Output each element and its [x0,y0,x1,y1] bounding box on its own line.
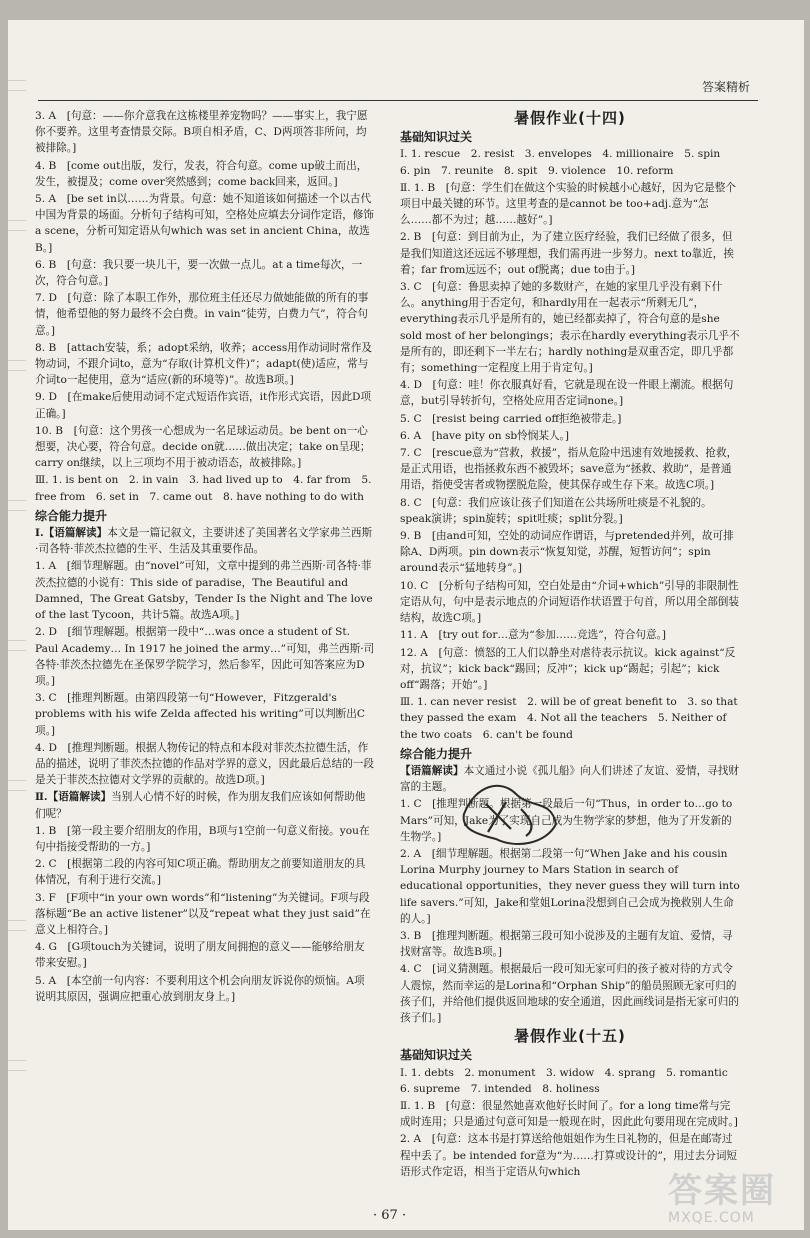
left-column [35,108,375,1006]
answer-item [400,528,740,577]
answer-text: 2. A [细节理解题。根据第二段第一句“When Jake and his cousin Lorina Murphy journey to Mars Station in search of educational opportunities，they never guess they will turn into life savers.”可知，Jake和堂姐Lorina没想到自己会成为挽救别人生命的人。] [400,847,740,925]
watermark-logo: 答案圈 [668,1171,776,1211]
section-heading: 基础知识过关 [400,130,473,145]
answer-text: Ⅰ. 1. rescue 2. resist 3. envelopes 4. millionaire 5. spin 6. pin 7. reunite 8. spit 9. violence 10. reform [400,148,731,177]
answer-text: Ⅱ. 1. B [句意：很显然她喜欢他好长时间了。for a long time常与完成时连用；只是通过句意可知是一般现在时，因此此句要用现在完成时。] [400,1099,738,1129]
answer-text: 6. B [句意：我只要一块儿干，要一次做一点儿。at a time每次，一次，符合句意。] [35,258,363,288]
answer-text: 1. B [第一段主要介绍朋友的作用，B项与1空前一句意义衔接。you在句中指接受帮助的一方。] [35,824,370,853]
answer-item [400,445,740,494]
assignment-title: 暑假作业(十四) [514,109,626,127]
answer-text: Ⅱ. 1. B [句意：学生们在做这个实验的时候越小心越好，因为它是整个项目中最关键的环节。这里考查的是cannot be too+adj.意为“怎么……都不为过；越……越好”。] [400,181,736,227]
answer-item [35,856,375,888]
answer-item [35,740,375,789]
answer-text: 2. C [根据第二段的内容可知C项正确。帮助朋友之前要知道朋友的具体情况，有利于进行交流。] [35,858,366,887]
binding-hole [8,1060,26,1071]
answer-text: 5. A [本空前一句内容：不要利用这个机会向朋友诉说你的烦恼。A项说明其原因，强调应把重心放到朋友身上。] [35,974,365,1003]
answer-text: 10. C [分析句子结构可知，空白处是由“介词+which”引导的非限制性定语从句，句中是表示地点的介词短语作状语置于句首，所以用全部倒装结构，故选C项。] [400,579,739,625]
answer-text: 3. C [句意：鲁思卖掉了她的多数财产，在她的家里几乎没有剩下什么。anything用于否定句，和hardly用在一起表示“所剩无几”，everything表示几乎是所有的，她已经都卖掉了，符合句意的是she sold most of her belongings；表示在hardly everything表示几乎不是所有的，即还剩下一半左右；hardly nothing是双重否定，即几乎都有；something一定程度上用于肯定句。] [400,281,740,375]
binding-hole [8,500,26,511]
answer-item [35,525,375,557]
answer-text: 4. B [come out出版，发行，发表，符合句意。come up破土而出，发生，被提及；come over突然感到；come back回来，返回。] [35,159,368,188]
binding-hole [8,920,26,931]
answer-item [400,495,740,527]
answer-text: 9. D [在make后使用动词不定式短语作宾语，it作形式宾语，因此D项正确。] [35,391,372,420]
section-heading: 综合能力提升 [35,508,108,523]
answer-item [400,796,740,845]
answer-item [35,624,375,689]
answer-text: Ⅰ. 1. debts 2. monument 3. widow 4. sprang 5. romantic 6. supreme 7. intended 8. holiness [400,1066,739,1095]
answer-text: 5. A [be set in以……为背景。句意：她不知道该如何描述一个以古代中国为背景的场面。分析句子结构可知，空格处应填去分词作定语，修饰a scene，分析可知定语从句which was set in ancient China，故选B。] [35,193,374,254]
answer-item [400,961,740,1026]
answer-item [400,229,740,278]
answer-text: 3. B [推理判断题。根据第三段可知小说涉及的主题有友谊、爱情，寻找财富等。故选B项。] [400,929,733,959]
answer-text: 9. B [由and可知，空处的动词应作谓语，与pretended并列，故可排除A、D两项。pin down表示“恢复知觉，苏醒，短暂访问”；spin around表示“猛地转身”。] [400,530,734,575]
answer-item [35,890,375,939]
answer-item [35,939,375,971]
answer-item [35,423,375,472]
binding-hole [8,360,26,371]
answer-text: 3. A [句意：——你介意我在这栋楼里养宠物吗？——事实上，我宁愿你不要养。这里考查情景交际。B项自相矛盾，C、D两项答非所问，均被排除。] [35,110,368,155]
answer-text: 8. B [attach安装，系；adopt采纳，收养；access用作动词时常作及物动词，不跟介词to，意为“存取(计算机文件)”；adapt(使)适应，常与介词to一起使用，意为“适应(新的环境等)”。故选B项。] [35,341,373,387]
answer-item [35,558,375,623]
answer-item [35,340,375,389]
answer-item [400,627,740,643]
answer-item [400,180,740,229]
answer-item [400,928,740,960]
answer-item [35,973,375,1005]
answer-item [400,411,740,427]
answer-text: 4. G [G项touch为关键词，说明了朋友间拥抱的意义——能够给朋友带来安慰。] [35,941,365,970]
answer-text: 12. A [句意：愤怒的工人们以静坐对虐待表示抗议。kick against“反对，抗议”；kick back“踢回；反冲”；kick up“踢起；引起”；kick off“踢落；开始”。] [400,646,736,691]
answer-item [400,645,740,694]
answer-item [400,1098,740,1130]
answer-item [400,846,740,927]
answer-text: 11. A [try out for…意为“参加……竞选”，符合句意。] [400,629,667,642]
answer-item [400,763,740,795]
section-heading: 综合能力提升 [400,746,473,761]
answer-text: 2. D [细节理解题。根据第一段中“…was once a student of St. Paul Academy… In 1917 he joined the army…”可知，弗兰西斯·司各特·菲茨杰拉德先在圣保罗学院学习，然后参军，因此可知答案应为D项。] [35,626,375,687]
answer-text: Ⅲ. 1. can never resist 2. will be of great benefit to 3. so that they passed the exam 4. Not all the teachers 5. Neither of the two coats 6. can't be found [400,696,738,741]
answer-text: Ⅲ. 1. is bent on 2. in vain 3. had lived up to 4. far from 5. free from 6. set in 7. came out 8. have nothing to do with [35,474,372,503]
page-header: 答案精析 [701,80,750,94]
answer-item [35,472,375,504]
header-rule [38,100,758,101]
binding-hole [8,780,26,791]
answer-text: 2. A [句意：这本书是打算送给他姐姐作为生日礼物的，但是在邮寄过程中丢了。be intended for意为“为……打算或设计的”，用过去分词短语形式作定语，相当于定语从句which [400,1133,738,1178]
answer-item [400,1065,740,1097]
answer-item [400,279,740,376]
answer-text: 当别人心情不好的时候，作为朋友我们应该如何帮助他们呢？ [35,791,366,820]
answer-item [35,257,375,289]
answer-text: 7. D [句意：除了本职工作外，那位班主任还尽力做她能做的所有的事情，他希望他的努力最终不会白费。in vain“徒劳，白费力气”，符合句意。] [35,292,369,337]
answer-text: 4. D [句意：哇！你衣服真好看，它就是现在设一件眼上潮流。根据句意，but引导转折句，空格处应用否定词none。] [400,379,734,408]
answer-item [35,690,375,739]
answer-item [35,290,375,339]
watermark [668,1172,798,1228]
handwritten-stamp-icon [456,774,566,854]
answer-item [35,158,375,190]
right-column [400,108,740,1181]
answer-item [400,694,740,743]
passage-label: Ⅱ.【语篇解读】 [35,791,112,804]
answer-text: 5. C [resist being carried off拒绝被带走。] [400,412,622,425]
binding-hole [8,220,26,231]
answer-text: 本文通过小说《孤儿船》向人们讲述了友谊、爱情，寻找财富的主题。 [400,764,739,794]
answer-item [35,108,375,157]
answer-text: 10. B [句意：这个男孩一心想成为一名足球运动员。be bent on一心想要，决心要，符合句意。decide on就……做出决定；take on呈现；carry on继续，以上三项均不用于被动语态，故被排除。] [35,424,371,470]
answer-text: 2. B [句意：到目前为止，为了建立医疗经验，我们已经做了很多，但是我们知道这还远远不够理想，我们需再进一步努力。next to靠近，挨着；far from远远不；out of脱离；due to由于。] [400,231,734,276]
section-heading: 基础知识过关 [400,1048,473,1063]
answer-text: 6. A [have pity on sb怜悯某人。] [400,429,569,442]
answer-text: 4. C [词义猜测题。根据最后一段可知无家可归的孩子被对待的方式令人震惊，然而幸运的是Lorina和“Orphan Ship”的船员照顾无家可归的孩子们，并给他们提供返回地球的安全通道，因此画线词是指无家可归的孩子们。] [400,963,739,1024]
answer-text: 3. C [推理判断题。由第四段第一句“However，Fitzgerald's problems with his wife Zelda affected his writing”可以判断出C项。] [35,692,365,737]
binding-hole [8,80,26,91]
answer-item [35,823,375,855]
binding-hole [8,640,26,651]
passage-label: 【语篇解读】 [400,764,464,777]
assignment-title: 暑假作业(十五) [514,1027,626,1046]
passage-label: Ⅰ.【语篇解读】 [35,527,108,540]
answer-text: 4. D [推理判断题。根据人物传记的特点和本段对菲茨杰拉德生活，作品的描述，说明了菲茨杰拉德的作品对学界的意义，因此最后总结的一段是关于菲茨杰拉德对文学界的贡献的。故选D项。] [35,741,374,787]
answer-item [400,377,740,409]
watermark-url: MXQE.COM [668,1210,755,1226]
answer-item [400,578,740,627]
answer-text: 7. C [rescue意为“营救，救援”，指从危险中迅速有效地援救、抢救，是正式用语，也指拯救东西不被毁坏；save意为“拯救、救助”，是普通用语，指使受害者或物摆脱危险，使其保存或生存下来。故选C项。] [400,447,738,492]
answer-text: 本文是一篇记叙文，主要讲述了美国著名文学家弗兰西斯·司各特·菲茨杰拉德的生平、生活及其重要作品。 [35,527,373,556]
answer-item [400,428,740,444]
answer-item [35,191,375,256]
answer-item [35,389,375,421]
answer-item [400,146,740,178]
answer-text: 8. C [句意：我们应该让孩子们知道在公共场所吐痰是不礼貌的。speak演讲；spin旋转；spit吐痰；split分裂。] [400,496,712,525]
answer-text: 1. A [细节理解题。由“novel”可知，文章中提到的弗兰西斯·司各特·菲茨杰拉德的小说有：This side of paradise，The Beautiful and Damned，The Great Gatsby，Tender Is the Night and The love of the last Tycoon，共计5篇。故选A项。] [35,560,373,622]
page-number: · 67 · [373,1208,407,1223]
scanned-page [8,20,804,1230]
answer-text: 1. C [推理判断题。根据第一段最后一句“Thus，in order to…go to Mars”可知，Jake为了实现自己成为生物学家的梦想，他为了开发新的生物学。] [400,798,733,843]
answer-item [35,789,375,821]
answer-text: 3. F [F项中“in your own words”和“listening”为关键词。F项与段落标题“Be an active listener”以及“repeat what they just said”在意义上相符合。] [35,891,371,936]
